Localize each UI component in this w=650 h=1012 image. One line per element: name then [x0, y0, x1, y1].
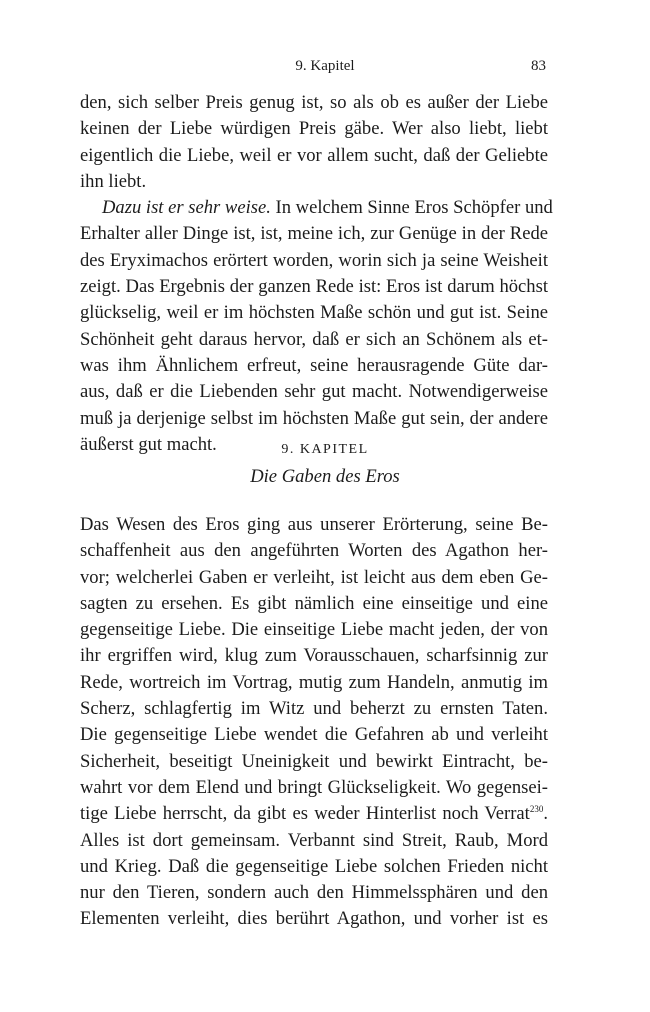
- text-line: ihn liebt.: [80, 170, 147, 192]
- text-line: gegenseitige Liebe. Die einseitige Liebe macht jeden, der von: [80, 619, 548, 641]
- text-line: eigentlich die Liebe, weil er vor allem sucht, daß der Geliebte: [80, 144, 548, 166]
- chapter-title: Die Gaben des Eros: [250, 466, 400, 487]
- text-line: Das Wesen des Eros ging aus unserer Erörterung, seine Be-: [80, 514, 548, 535]
- text-line: Alles ist dort gemeinsam. Verbannt sind Streit, Raub, Mord: [80, 829, 548, 851]
- text-line: was ihm Ähnlichem erfreut, seine herausragende Güte dar-: [80, 354, 548, 376]
- text-line: Rede, wortreich im Vortrag, mutig zum Handeln, anmutig im: [80, 671, 548, 693]
- page-number: 83: [531, 58, 546, 74]
- text-line: wahrt vor dem Elend und bringt Glückseligkeit. Wo gegensei-: [80, 776, 548, 798]
- text-line: aus, daß er die Liebenden sehr gut macht. Notwendigerweise: [80, 381, 548, 403]
- text-line: nur den Tieren, sondern auch den Himmelssphären und den: [80, 882, 548, 904]
- lead-rest: In welchem Sinne Eros Schöpfer und: [270, 197, 553, 219]
- footnote-reference[interactable]: 230: [529, 804, 544, 815]
- chapter-number: 9. KAPITEL: [281, 442, 369, 457]
- text-line: sagten zu ersehen. Es gibt nämlich eine einseitige und eine: [80, 592, 548, 614]
- lead-quote: Dazu ist er sehr weise.: [102, 197, 271, 219]
- running-header: [0, 58, 650, 78]
- text-line: Erhalter aller Dinge ist, ist, meine ich, zur Genüge in der Rede: [80, 223, 548, 245]
- body-text-bottom: [80, 512, 548, 933]
- body-text-top: [80, 90, 553, 458]
- text-line: glückselig, weil er im höchsten Maße schön und gut ist. Seine: [80, 302, 548, 324]
- text-line-lead: [80, 195, 553, 221]
- text-line-footnote: [80, 801, 548, 827]
- footnote-line-text: tige Liebe herrscht, da gibt es weder Hinterlist noch Verrat: [80, 803, 530, 825]
- text-line: des Eryximachos erörtert worden, worin sich ja seine Weisheit: [80, 249, 548, 271]
- text-line: Schönheit geht daraus hervor, daß er sich an Schönem als et-: [80, 328, 548, 350]
- text-line: und Krieg. Daß die gegenseitige Liebe solchen Frieden nicht: [80, 855, 548, 877]
- text-line: Sicherheit, beseitigt Uneinigkeit und bewirkt Eintracht, be-: [80, 750, 548, 772]
- text-line: ihr ergriffen wird, klug zum Vorausschauen, scharfsinnig zur: [80, 645, 548, 667]
- text-line: Die gegenseitige Liebe wendet die Gefahren ab und verleiht: [80, 724, 548, 746]
- text-line: den, sich selber Preis genug ist, so als ob es außer der Liebe: [80, 92, 548, 113]
- text-line: zeigt. Das Ergebnis der ganzen Rede ist: Eros ist darum höchst: [80, 276, 548, 298]
- text-line: Scherz, schlagfertig im Witz und beherzt zu ernsten Taten.: [80, 698, 548, 720]
- running-title: 9. Kapitel: [295, 58, 355, 74]
- text-line: muß ja derjenige selbst im höchsten Maße gut sein, der andere: [80, 407, 548, 429]
- text-line: äußerst gut macht.: [80, 433, 217, 455]
- text-line: vor; welcherlei Gaben er verleiht, ist leicht aus dem eben Ge-: [80, 566, 548, 588]
- footnote-line-end: .: [543, 803, 548, 825]
- text-line: Elementen verleiht, dies berührt Agathon, und vorher ist es: [80, 908, 548, 930]
- text-line: schaffenheit aus den angeführten Worten des Agathon her-: [80, 540, 548, 562]
- text-line: keinen der Liebe würdigen Preis gäbe. Wer also liebt, liebt: [80, 118, 548, 140]
